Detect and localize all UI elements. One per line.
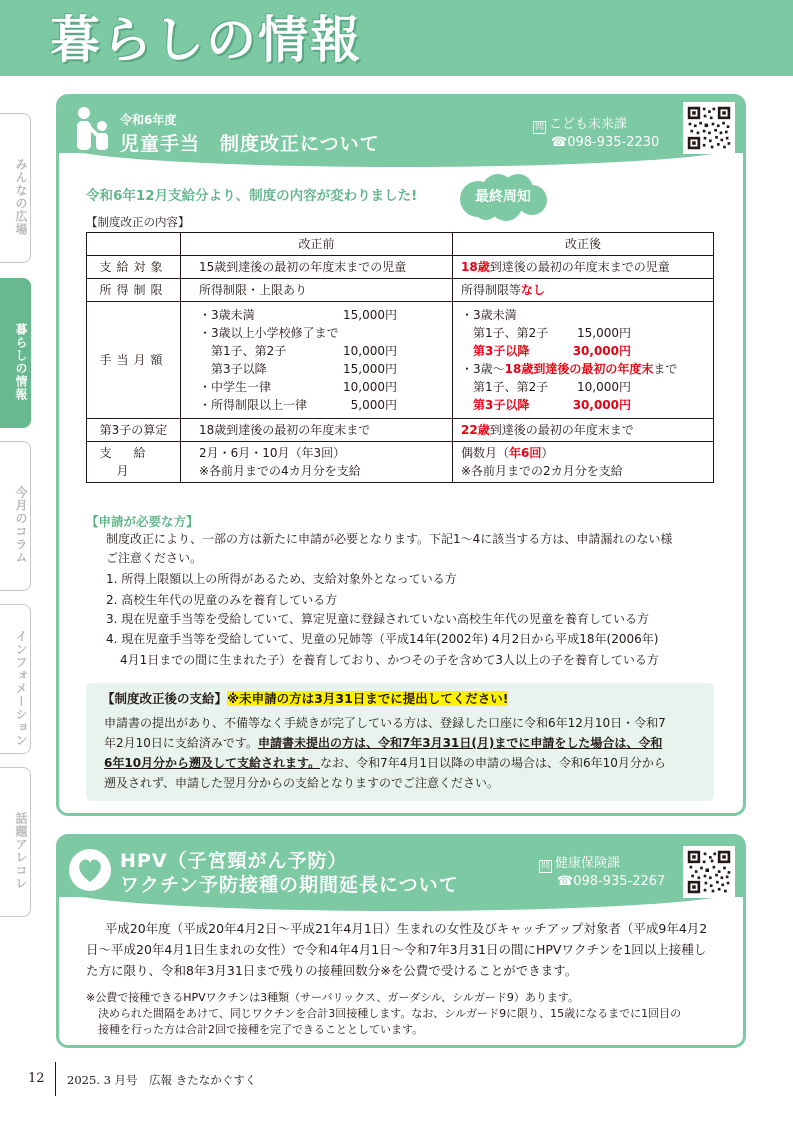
cell-after: [453, 302, 714, 419]
cell-before: 所得制限・上限あり: [181, 279, 453, 302]
side-tab-kurashi[interactable]: 暮らしの情報: [0, 278, 31, 428]
list-item: 1. 所得上限額以上の所得があるため、支給対象外となっている方: [106, 572, 457, 586]
apply-intro-1: 制度改正により、一部の方は新たに申請が必要となります。下記1～4に該当する方は、申請漏れのない様: [106, 532, 673, 546]
cell-after: 18歳到達後の最初の年度末までの児童: [453, 256, 714, 279]
cell-after: 22歳到達後の最初の年度末まで: [453, 419, 714, 442]
inquiry-icon: 問: [534, 122, 544, 132]
article-title: 児童手当 制度改正について: [120, 133, 380, 155]
notice-box: [86, 683, 714, 801]
apply-heading: 【申請が必要な方】: [86, 514, 199, 529]
list-item: ・3歳～18歳到達後の最初の年度末まで: [461, 362, 678, 376]
table-row: [87, 442, 714, 483]
list-item: ・3歳未満: [461, 308, 517, 322]
cell-before: [181, 302, 453, 419]
qr-code-icon[interactable]: [683, 846, 735, 898]
notice-heading: 【制度改正後の支給】※未申請の方は3月31日までに提出してください!: [102, 691, 509, 706]
qr-code-icon[interactable]: [683, 102, 735, 154]
side-tab-information[interactable]: インフォメーション: [0, 604, 31, 754]
col-after: 改正後: [453, 233, 714, 256]
contact-tel[interactable]: ☎098-935-2230: [551, 135, 660, 150]
row-label: 所得制限: [87, 279, 181, 302]
contact-dept: こども未来課: [549, 117, 628, 132]
side-tab-wadai[interactable]: 話題アレコレ: [0, 767, 31, 917]
row-label: 第3子の算定: [87, 419, 181, 442]
hpv-title-1: HPV（子宮頸がん予防）: [120, 850, 348, 872]
fiscal-year-label: 令和6年度: [120, 113, 177, 127]
cell-before: 2月・6月・10月（年3回） ※各前月までの4カ月分を支給: [181, 442, 453, 483]
row-label: 支給月: [87, 442, 181, 483]
list-item: 3. 現在児童手当等を受給していて、算定児童に登録されていない高校生年代の児童を養育している方: [106, 612, 650, 626]
issue-label: 2025. 3 月号 広報 きたなかぐすく: [67, 1073, 257, 1087]
list-item: 第1子、第2子 10,000円: [473, 380, 631, 394]
parent-child-icon: [72, 106, 112, 152]
page-number: 12: [28, 1071, 45, 1086]
list-item: 4. 現在児童手当等を受給していて、児童の兄姉等（平成14年(2002年) 4月2日から平成18年(2006年): [106, 632, 659, 646]
row-label: 支給対象: [87, 256, 181, 279]
hpv-contact-info: [539, 855, 665, 890]
cell-before: 18歳到達後の最初の年度末まで: [181, 419, 453, 442]
hpv-note: ※公費で接種できるHPVワクチンは3種類（サーバリックス、ガーダシル、シルガード9）あります。 決められた間隔をあけて、同じワクチンを合計3回接種します。なお、シルガード9に限り、15歳になるまでに1回目の 接種を行った方は合計2回で接種を完了できることとしています。: [86, 991, 682, 1036]
list-item: ・3歳以上小学校修了まで: [199, 326, 339, 340]
footer-divider: [55, 1062, 56, 1096]
notice-body: 申請書の提出があり、不備等なく手続きが完了している方は、登録した口座に令和6年12月10日・令和7 年2月10日に支給済みです。申請書未提出の方は、令和7年3月31日(月)までに申請をした場合は、令和 6年10月分から遡及して支給されます。なお、令和7年4月1日以降の申請の場合は、令和6年10月分から 遡及されず、申請した翌月分からの支給となりますのでご注意ください。: [104, 716, 666, 790]
cell-after: 偶数月（年6回） ※各前月までの2カ月分を支給: [453, 442, 714, 483]
contact-tel[interactable]: ☎098-935-2267: [557, 874, 666, 889]
side-tab-minna[interactable]: みんなの広場: [0, 113, 31, 263]
list-item: ・所得制限以上一律 5,000円: [199, 398, 397, 412]
col-before: 改正前: [181, 233, 453, 256]
cell-before: 15歳到達後の最初の年度末までの児童: [181, 256, 453, 279]
list-item: 第3子以降 15,000円: [199, 362, 397, 376]
row-label: 手当月額: [87, 302, 181, 419]
list-item: 第3子以降 30,000円: [473, 398, 631, 412]
side-tab-column[interactable]: 今月のコラム: [0, 441, 31, 591]
list-item: 4月1日までの間に生まれた子）を養育しており、かつその子を含めて3人以上の子を養育している方: [120, 653, 659, 667]
list-item: ・3歳未満 15,000円: [199, 308, 397, 322]
table-row: [87, 419, 714, 442]
contact-dept: 健康保険課: [555, 856, 621, 871]
table-caption: 【制度改正の内容】: [86, 215, 190, 229]
list-item: 第1子、第2子 10,000円: [199, 344, 397, 358]
deadline-highlight: ※未申請の方は3月31日までに提出してください!: [227, 691, 509, 706]
hpv-title-2: ワクチン予防接種の期間延長について: [120, 874, 459, 896]
cell-after: 所得制限等なし: [453, 279, 714, 302]
apply-intro-2: ご注意ください。: [106, 551, 203, 565]
heart-icon: [68, 848, 112, 892]
page-title: 暮らしの情報: [50, 11, 362, 69]
list-item: 第1子、第2子 15,000円: [473, 326, 631, 340]
table-header-row: [87, 233, 714, 256]
badge-label: 最終周知: [475, 189, 531, 205]
list-item: 2. 高校生年代の児童のみを養育している方: [106, 593, 338, 607]
list-item: 第3子以降 30,000円: [473, 344, 631, 358]
table-row: [87, 256, 714, 279]
hpv-body: 平成20年度（平成20年4月2日～平成21年4月1日）生まれの女性及びキャッチアップ対象者（平成9年4月2日～平成20年4月1日生まれの女性）で令和4年4月1日～令和7年3月31日の間にHPVワクチンを1回以上接種した方に限り、令和8年3月31日まで残りの接種回数分※を公費で受けることができます。: [86, 921, 708, 978]
contact-info: [533, 116, 659, 151]
inquiry-icon: 問: [540, 861, 550, 871]
table-row: [87, 302, 714, 419]
table-row: [87, 279, 714, 302]
lead-text: 令和6年12月支給分より、制度の内容が変わりました!: [86, 188, 418, 204]
revision-table: [86, 232, 714, 483]
final-notice-badge: [456, 172, 550, 222]
list-item: ・中学生一律 10,000円: [199, 380, 397, 394]
